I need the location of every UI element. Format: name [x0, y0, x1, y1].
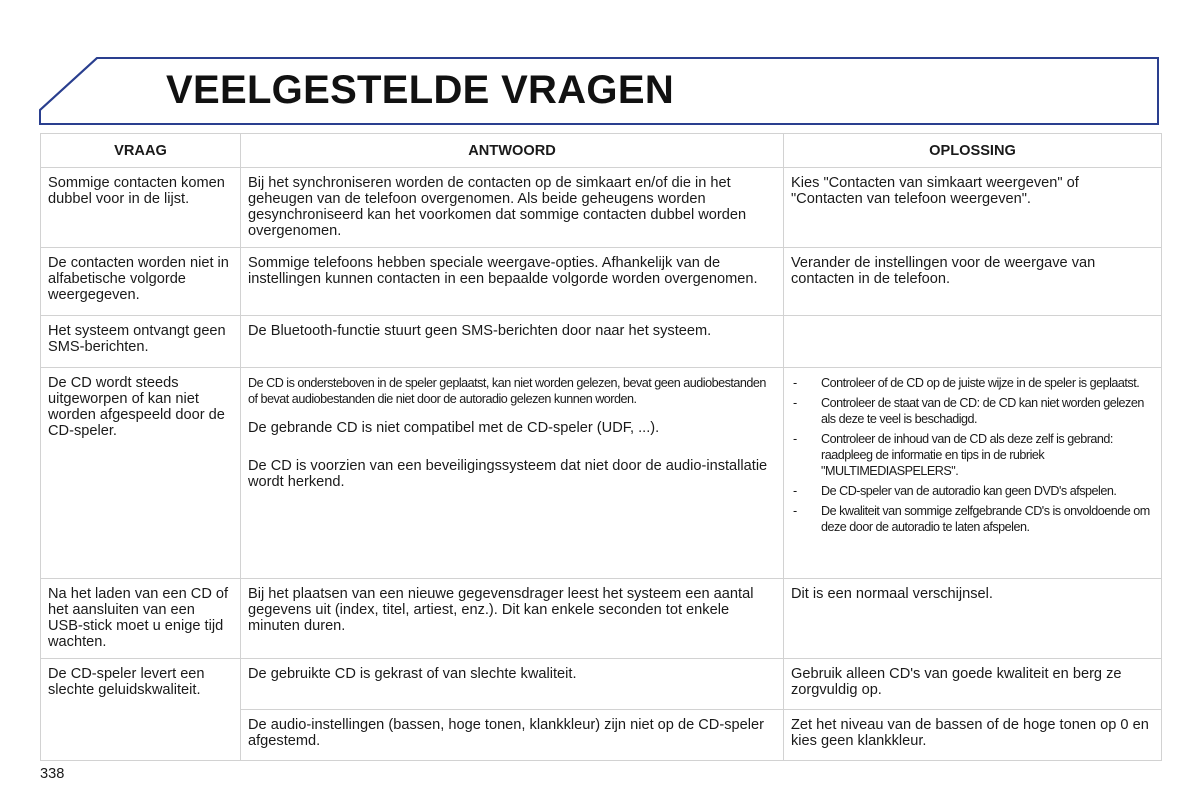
- title-banner: [0, 0, 1200, 132]
- solution-cell: Kies "Contacten van simkaart weergeven" of "Contacten van telefoon weergeven".: [784, 168, 1162, 248]
- answer-line: De CD is voorzien van een beveiligingssysteem dat niet door de audio-installatie wordt herkend.: [248, 458, 768, 490]
- bullet-dash: -: [793, 396, 797, 410]
- solution-bullet: - De kwaliteit van sommige zelfgebrande CD's is onvoldoende om deze door de autoradio te laten afspelen.: [793, 504, 1150, 534]
- solution-bullet: - Controleer de staat van de CD: de CD kan niet worden gelezen als deze te veel is beschadigd.: [793, 396, 1144, 426]
- column-header-oplossing: OPLOSSING: [784, 134, 1162, 168]
- answer-cell: De audio-instellingen (bassen, hoge tonen, klankkleur) zijn niet op de CD-speler afgestemd.: [241, 710, 784, 761]
- bullet-dash: -: [793, 504, 797, 518]
- answer-cell: Bij het plaatsen van een nieuwe gegevensdrager leest het systeem een aantal gegevens uit (index, titel, artiest, enz.). Dit kan enkele seconden tot enkele minuten duren.: [241, 579, 784, 659]
- question-cell: De CD wordt steeds uitgeworpen of kan niet worden afgespeeld door de CD-speler.: [41, 368, 241, 579]
- solution-cell: Dit is een normaal verschijnsel.: [784, 579, 1162, 659]
- table-row: [41, 316, 1162, 368]
- table-row: [41, 368, 1162, 579]
- answer-cell: De Bluetooth-functie stuurt geen SMS-berichten door naar het systeem.: [241, 316, 784, 368]
- solution-cell: Zet het niveau van de bassen of de hoge tonen op 0 en kies geen klankkleur.: [784, 710, 1162, 761]
- faq-table: [40, 133, 1162, 761]
- table-header-row: [41, 134, 1162, 168]
- table-row: [41, 168, 1162, 248]
- solution-bullet-list: [791, 375, 1153, 535]
- question-cell: De contacten worden niet in alfabetische volgorde weergegeven.: [41, 248, 241, 316]
- answer-cell: Sommige telefoons hebben speciale weergave-opties. Afhankelijk van de instellingen kunnen contacten in een bepaalde volgorde worden overgenomen.: [241, 248, 784, 316]
- solution-cell: [784, 316, 1162, 368]
- answer-line: De gebrande CD is niet compatibel met de CD-speler (UDF, ...).: [248, 420, 660, 436]
- question-cell: Sommige contacten komen dubbel voor in de lijst.: [41, 168, 241, 248]
- solution-bullet: - De CD-speler van de autoradio kan geen DVD's afspelen.: [793, 484, 1117, 498]
- question-cell: Na het laden van een CD of het aansluiten van een USB-stick moet u enige tijd wachten.: [41, 579, 241, 659]
- column-header-antwoord: ANTWOORD: [241, 134, 784, 168]
- answer-cell: De gebruikte CD is gekrast of van slechte kwaliteit.: [241, 659, 784, 710]
- solution-bullet: - Controleer of de CD op de juiste wijze in de speler is geplaatst.: [793, 376, 1140, 390]
- table-row: [41, 248, 1162, 316]
- solution-cell: Gebruik alleen CD's van goede kwaliteit en berg ze zorgvuldig op.: [784, 659, 1162, 710]
- table-row: [41, 659, 1162, 710]
- solution-bullet: - Controleer de inhoud van de CD als deze zelf is gebrand: raadpleeg de informatie en tips in de rubriek "MULTIMEDIASPELERS".: [793, 432, 1113, 478]
- answer-cell: [241, 368, 784, 579]
- bullet-dash: -: [793, 376, 797, 390]
- solution-cell: [784, 368, 1162, 579]
- page-number: 338: [40, 766, 65, 782]
- question-cell: Het systeem ontvangt geen SMS-berichten.: [41, 316, 241, 368]
- bullet-dash: -: [793, 484, 797, 498]
- solution-cell: Verander de instellingen voor de weergave van contacten in de telefoon.: [784, 248, 1162, 316]
- question-cell: De CD-speler levert een slechte geluidskwaliteit.: [41, 659, 241, 761]
- page-title: VEELGESTELDE VRAGEN: [166, 68, 675, 112]
- column-header-vraag: VRAAG: [41, 134, 241, 168]
- answer-line: De CD is ondersteboven in de speler geplaatst, kan niet worden gelezen, bevat geen audiobestanden of bevat audiobestanden die niet door de autoradio gelezen kunnen worden.: [248, 376, 766, 406]
- bullet-dash: -: [793, 432, 797, 446]
- answer-cell: Bij het synchroniseren worden de contacten op de simkaart en/of die in het geheugen van de telefoon overgenomen. Als beide geheugens worden gesynchroniseerd kan het voorkomen dat sommige contacten dubbel worden overgenomen.: [241, 168, 784, 248]
- table-row: [41, 579, 1162, 659]
